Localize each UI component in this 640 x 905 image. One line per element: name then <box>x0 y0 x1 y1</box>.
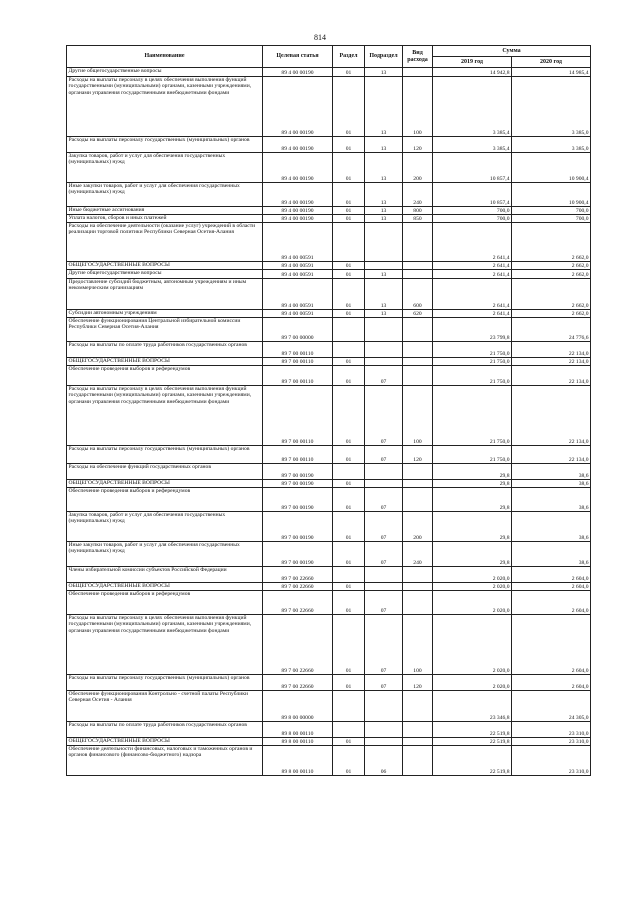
cell-v2020: 3 385,0 <box>512 137 591 153</box>
cell-target: 89 8 00 00110 <box>263 746 333 776</box>
cell-name: Обеспечение функционирования Центральной избирательной комиссии Республики Северная Осетия-Алания <box>67 318 263 342</box>
cell-v2019: 21 750,0 <box>433 342 512 358</box>
cell-sub <box>365 738 403 746</box>
table-row <box>67 738 591 746</box>
cell-name: Иные закупки товаров, работ и услуг для обеспечения государственных (муниципальных) нужд <box>67 542 263 567</box>
cell-section: 01 <box>333 366 365 386</box>
table-row <box>67 583 591 591</box>
cell-section <box>333 567 365 583</box>
cell-sub <box>365 262 403 270</box>
cell-v2020: 2 662,0 <box>512 223 591 262</box>
cell-name: Обеспечение проведения выборов и референдумов <box>67 366 263 386</box>
cell-section: 01 <box>333 310 365 318</box>
cell-section: 01 <box>333 68 365 77</box>
cell-sub: 13 <box>365 137 403 153</box>
cell-v2019: 22 519,8 <box>433 746 512 776</box>
cell-v2019: 23 799,8 <box>433 318 512 342</box>
cell-type <box>403 270 433 279</box>
cell-type <box>403 223 433 262</box>
cell-type <box>403 488 433 512</box>
cell-v2020: 22 134,0 <box>512 342 591 358</box>
cell-v2020: 2 662,0 <box>512 279 591 310</box>
cell-sub: 13 <box>365 68 403 77</box>
cell-sub: 07 <box>365 446 403 464</box>
cell-target: 89 7 00 00190 <box>263 488 333 512</box>
table-row <box>67 318 591 342</box>
table-row <box>67 68 591 77</box>
cell-name: ОБЩЕГОСУДАРСТВЕННЫЕ ВОПРОСЫ <box>67 480 263 488</box>
cell-sub <box>365 464 403 480</box>
cell-type <box>403 366 433 386</box>
cell-sub: 07 <box>365 512 403 542</box>
cell-type: 800 <box>403 207 433 215</box>
table-row <box>67 480 591 488</box>
cell-name: ОБЩЕГОСУДАРСТВЕННЫЕ ВОПРОСЫ <box>67 738 263 746</box>
cell-v2020: 23 310,0 <box>512 738 591 746</box>
table-row <box>67 207 591 215</box>
cell-sub <box>365 567 403 583</box>
cell-type: 600 <box>403 279 433 310</box>
cell-section: 01 <box>333 137 365 153</box>
cell-target: 89 4 00 00591 <box>263 270 333 279</box>
cell-name: ОБЩЕГОСУДАРСТВЕННЫЕ ВОПРОСЫ <box>67 583 263 591</box>
cell-target: 89 4 00 00190 <box>263 68 333 77</box>
cell-sub: 13 <box>365 310 403 318</box>
cell-v2019: 10 857,4 <box>433 183 512 207</box>
cell-v2020: 22 134,0 <box>512 366 591 386</box>
header-target: Целевая статья <box>263 46 333 68</box>
cell-type <box>403 358 433 366</box>
table-row <box>67 446 591 464</box>
cell-sub <box>365 223 403 262</box>
cell-section: 01 <box>333 77 365 137</box>
cell-name: Закупка товаров, работ и услуг для обеспечения государственных (муниципальных) нужд <box>67 153 263 183</box>
cell-sub <box>365 722 403 738</box>
cell-type <box>403 722 433 738</box>
table-row <box>67 567 591 583</box>
cell-sub <box>365 583 403 591</box>
cell-section: 01 <box>333 279 365 310</box>
cell-v2019: 2 020,0 <box>433 583 512 591</box>
cell-target: 89 4 00 00591 <box>263 262 333 270</box>
cell-section: 01 <box>333 358 365 366</box>
cell-target: 89 7 00 00110 <box>263 342 333 358</box>
cell-v2019: 21 750,0 <box>433 446 512 464</box>
cell-name: Другие общегосударственные вопросы <box>67 68 263 77</box>
cell-type <box>403 691 433 722</box>
cell-name: Расходы на обеспечение функций государственных органов <box>67 464 263 480</box>
cell-sub: 13 <box>365 279 403 310</box>
cell-sub: 07 <box>365 591 403 615</box>
cell-sub <box>365 691 403 722</box>
table-row <box>67 488 591 512</box>
page-number: 814 <box>314 33 326 42</box>
cell-type: 100 <box>403 386 433 446</box>
cell-v2019: 700,0 <box>433 207 512 215</box>
header-2019: 2019 год <box>433 57 512 68</box>
cell-type: 120 <box>403 137 433 153</box>
cell-name: Расходы на выплаты персоналу государственных (муниципальных) органов <box>67 675 263 691</box>
cell-name: Уплата налогов, сборов и иных платежей <box>67 215 263 223</box>
cell-section: 01 <box>333 675 365 691</box>
cell-v2019: 29,8 <box>433 488 512 512</box>
cell-section: 01 <box>333 446 365 464</box>
cell-section <box>333 464 365 480</box>
cell-v2020: 38,6 <box>512 464 591 480</box>
cell-type: 200 <box>403 153 433 183</box>
cell-sub: 07 <box>365 542 403 567</box>
cell-section: 01 <box>333 591 365 615</box>
cell-target: 89 7 00 22660 <box>263 567 333 583</box>
cell-target: 89 7 00 22660 <box>263 591 333 615</box>
header-sum: Сумма <box>433 46 591 57</box>
cell-v2020: 700,0 <box>512 207 591 215</box>
table-row <box>67 183 591 207</box>
cell-v2019: 2 641,4 <box>433 262 512 270</box>
cell-name: Обеспечение проведения выборов и референдумов <box>67 488 263 512</box>
cell-v2020: 3 385,0 <box>512 77 591 137</box>
cell-name: Иные бюджетные ассигнования <box>67 207 263 215</box>
cell-type <box>403 591 433 615</box>
cell-sub: 07 <box>365 675 403 691</box>
cell-sub: 13 <box>365 207 403 215</box>
cell-section <box>333 691 365 722</box>
table-row <box>67 215 591 223</box>
cell-target: 89 7 00 00110 <box>263 386 333 446</box>
cell-section: 01 <box>333 480 365 488</box>
cell-sub: 07 <box>365 386 403 446</box>
table-row <box>67 722 591 738</box>
cell-v2020: 2 662,0 <box>512 310 591 318</box>
cell-sub: 07 <box>365 488 403 512</box>
cell-v2019: 22 519,8 <box>433 722 512 738</box>
cell-v2019: 2 020,0 <box>433 615 512 675</box>
cell-section: 01 <box>333 488 365 512</box>
cell-name: Расходы на выплаты персоналу в целях обеспечения выполнения функций государственными (муниципальными) органами, казенными учреждениями, органами управления государственными внебюджетными фондами <box>67 386 263 446</box>
cell-v2020: 2 604,0 <box>512 591 591 615</box>
cell-target: 89 4 00 00591 <box>263 279 333 310</box>
cell-type <box>403 746 433 776</box>
cell-v2019: 2 641,4 <box>433 223 512 262</box>
cell-sub: 07 <box>365 615 403 675</box>
cell-v2020: 22 134,0 <box>512 358 591 366</box>
cell-v2020: 2 604,0 <box>512 615 591 675</box>
cell-type: 240 <box>403 542 433 567</box>
cell-v2019: 23 346,8 <box>433 691 512 722</box>
cell-sub: 13 <box>365 215 403 223</box>
table-row <box>67 270 591 279</box>
cell-target: 89 7 00 00190 <box>263 464 333 480</box>
table-row <box>67 358 591 366</box>
cell-v2020: 2 604,0 <box>512 675 591 691</box>
cell-target: 89 7 00 00190 <box>263 480 333 488</box>
cell-type: 100 <box>403 77 433 137</box>
cell-name: Расходы на выплаты персоналу в целях обеспечения выполнения функций государственными (муниципальными) органами, казенными учреждениями, органами управления государственными внебюджетными фондами <box>67 615 263 675</box>
cell-section <box>333 318 365 342</box>
cell-name: Расходы на выплаты персоналу в целях обеспечения выполнения функций государственными (муниципальными) органами, казенными учреждениями, органами управления государственными внебюджетными фондами <box>67 77 263 137</box>
cell-name: Субсидии автономным учреждениям <box>67 310 263 318</box>
table-row <box>67 262 591 270</box>
cell-v2020: 23 310,0 <box>512 746 591 776</box>
cell-v2019: 3 385,4 <box>433 77 512 137</box>
cell-sub <box>365 358 403 366</box>
cell-name: Расходы на выплаты персоналу государственных (муниципальных) органов <box>67 137 263 153</box>
table-row <box>67 342 591 358</box>
cell-target: 89 4 00 00190 <box>263 153 333 183</box>
table-row <box>67 137 591 153</box>
cell-sub: 13 <box>365 153 403 183</box>
table-row <box>67 310 591 318</box>
cell-v2019: 700,0 <box>433 215 512 223</box>
cell-type <box>403 738 433 746</box>
cell-v2020: 14 985,4 <box>512 68 591 77</box>
cell-name: Закупка товаров, работ и услуг для обеспечения государственных (муниципальных) нужд <box>67 512 263 542</box>
cell-name: Предоставление субсидий бюджетным, автономным учреждениям и иным некоммерческим организациям <box>67 279 263 310</box>
cell-v2020: 700,0 <box>512 215 591 223</box>
table-row <box>67 746 591 776</box>
cell-sub: 06 <box>365 746 403 776</box>
header-name: Наименование <box>67 46 263 68</box>
cell-type: 200 <box>403 512 433 542</box>
table-row <box>67 542 591 567</box>
cell-target: 89 4 00 00190 <box>263 207 333 215</box>
cell-v2020: 10 900,4 <box>512 183 591 207</box>
cell-v2020: 38,6 <box>512 512 591 542</box>
cell-v2020: 38,6 <box>512 542 591 567</box>
table-row <box>67 591 591 615</box>
cell-v2019: 2 020,0 <box>433 675 512 691</box>
cell-target: 89 4 00 00591 <box>263 223 333 262</box>
header-subsection: Подраздел <box>365 46 403 68</box>
cell-name: ОБЩЕГОСУДАРСТВЕННЫЕ ВОПРОСЫ <box>67 358 263 366</box>
header-2020: 2020 год <box>512 57 591 68</box>
cell-name: Расходы на обеспечение деятельности (оказание услуг) учреждений в области реализации торговой политики Республики Северная Осетия-Алания <box>67 223 263 262</box>
cell-type <box>403 567 433 583</box>
cell-section: 01 <box>333 615 365 675</box>
cell-type: 100 <box>403 615 433 675</box>
cell-v2020: 23 310,0 <box>512 722 591 738</box>
cell-target: 89 7 00 00110 <box>263 358 333 366</box>
table-row <box>67 464 591 480</box>
cell-v2019: 2 641,4 <box>433 270 512 279</box>
cell-sub: 07 <box>365 366 403 386</box>
table-row <box>67 366 591 386</box>
cell-v2019: 2 020,0 <box>433 591 512 615</box>
table-row <box>67 77 591 137</box>
cell-section <box>333 342 365 358</box>
cell-type <box>403 464 433 480</box>
cell-v2020: 38,6 <box>512 488 591 512</box>
cell-name: ОБЩЕГОСУДАРСТВЕННЫЕ ВОПРОСЫ <box>67 262 263 270</box>
cell-v2019: 22 519,8 <box>433 738 512 746</box>
cell-v2019: 29,8 <box>433 542 512 567</box>
cell-v2019: 2 641,4 <box>433 310 512 318</box>
cell-section: 01 <box>333 738 365 746</box>
cell-section: 01 <box>333 583 365 591</box>
cell-type <box>403 68 433 77</box>
cell-v2020: 2 604,0 <box>512 583 591 591</box>
cell-section: 01 <box>333 153 365 183</box>
cell-section: 01 <box>333 183 365 207</box>
cell-target: 89 8 00 00110 <box>263 722 333 738</box>
cell-v2019: 2 020,0 <box>433 567 512 583</box>
cell-v2019: 2 641,4 <box>433 279 512 310</box>
cell-target: 89 7 00 22660 <box>263 675 333 691</box>
cell-v2019: 21 750,0 <box>433 358 512 366</box>
cell-v2019: 29,8 <box>433 512 512 542</box>
cell-target: 89 7 00 22660 <box>263 615 333 675</box>
cell-name: Расходы на выплаты по оплате труда работников государственных органов <box>67 342 263 358</box>
table-body <box>67 68 591 776</box>
cell-type <box>403 342 433 358</box>
cell-target: 89 7 00 22660 <box>263 583 333 591</box>
cell-v2020: 2 662,0 <box>512 262 591 270</box>
cell-type: 240 <box>403 183 433 207</box>
cell-type: 120 <box>403 446 433 464</box>
cell-target: 89 7 00 00190 <box>263 542 333 567</box>
cell-name: Обеспечение деятельности финансовых, налоговых и таможенных органов и органов финансового (финансово-бюджетного) надзора <box>67 746 263 776</box>
table-row <box>67 223 591 262</box>
cell-name: Иные закупки товаров, работ и услуг для обеспечения государственных (муниципальных) нужд <box>67 183 263 207</box>
cell-name: Расходы на выплаты по оплате труда работников государственных органов <box>67 722 263 738</box>
table-row <box>67 615 591 675</box>
cell-section <box>333 223 365 262</box>
cell-sub: 13 <box>365 270 403 279</box>
cell-section: 01 <box>333 512 365 542</box>
cell-target: 89 8 00 00000 <box>263 691 333 722</box>
cell-target: 89 8 00 00110 <box>263 738 333 746</box>
cell-v2019: 21 750,0 <box>433 366 512 386</box>
cell-target: 89 4 00 00190 <box>263 183 333 207</box>
cell-v2019: 29,8 <box>433 464 512 480</box>
cell-v2020: 22 134,0 <box>512 446 591 464</box>
cell-v2019: 10 857,4 <box>433 153 512 183</box>
cell-section: 01 <box>333 262 365 270</box>
cell-section: 01 <box>333 207 365 215</box>
cell-type: 120 <box>403 675 433 691</box>
cell-type: 620 <box>403 310 433 318</box>
cell-name: Обеспечение функционирования Контрольно - счетной палаты Республики Северная Осетия - Алания <box>67 691 263 722</box>
cell-type <box>403 318 433 342</box>
header-section: Раздел <box>333 46 365 68</box>
table-row <box>67 386 591 446</box>
cell-section: 01 <box>333 746 365 776</box>
cell-v2020: 2 604,0 <box>512 567 591 583</box>
cell-target: 89 4 00 00190 <box>263 215 333 223</box>
table-row <box>67 675 591 691</box>
cell-target: 89 7 00 00190 <box>263 512 333 542</box>
cell-name: Другие общегосударственные вопросы <box>67 270 263 279</box>
cell-target: 89 7 00 00110 <box>263 446 333 464</box>
cell-section: 01 <box>333 215 365 223</box>
cell-v2020: 2 662,0 <box>512 270 591 279</box>
cell-section <box>333 722 365 738</box>
table-row <box>67 153 591 183</box>
cell-type <box>403 262 433 270</box>
cell-v2020: 22 134,0 <box>512 386 591 446</box>
cell-sub: 13 <box>365 183 403 207</box>
table-row <box>67 512 591 542</box>
cell-v2020: 24 305,0 <box>512 691 591 722</box>
table-row <box>67 279 591 310</box>
cell-type: 850 <box>403 215 433 223</box>
table-row <box>67 691 591 722</box>
cell-target: 89 7 00 00110 <box>263 366 333 386</box>
cell-target: 89 4 00 00190 <box>263 137 333 153</box>
cell-v2019: 21 750,0 <box>433 386 512 446</box>
budget-table <box>66 45 591 776</box>
cell-v2019: 29,8 <box>433 480 512 488</box>
cell-target: 89 4 00 00190 <box>263 77 333 137</box>
cell-sub <box>365 318 403 342</box>
cell-target: 89 4 00 00591 <box>263 310 333 318</box>
cell-v2020: 24 776,6 <box>512 318 591 342</box>
header-type: Вид расхода <box>403 46 433 68</box>
cell-name: Расходы на выплаты персоналу государственных (муниципальных) органов <box>67 446 263 464</box>
cell-v2020: 38,6 <box>512 480 591 488</box>
cell-section: 01 <box>333 386 365 446</box>
cell-v2020: 10 900,4 <box>512 153 591 183</box>
cell-name: Члены избирательной комиссии субъектов Российской Федерации <box>67 567 263 583</box>
cell-v2019: 3 385,4 <box>433 137 512 153</box>
cell-target: 89 7 00 00000 <box>263 318 333 342</box>
cell-name: Обеспечение проведения выборов и референдумов <box>67 591 263 615</box>
cell-sub <box>365 342 403 358</box>
cell-sub: 13 <box>365 77 403 137</box>
cell-v2019: 14 942,8 <box>433 68 512 77</box>
cell-type <box>403 583 433 591</box>
cell-sub <box>365 480 403 488</box>
cell-type <box>403 480 433 488</box>
cell-section: 01 <box>333 542 365 567</box>
cell-section: 01 <box>333 270 365 279</box>
